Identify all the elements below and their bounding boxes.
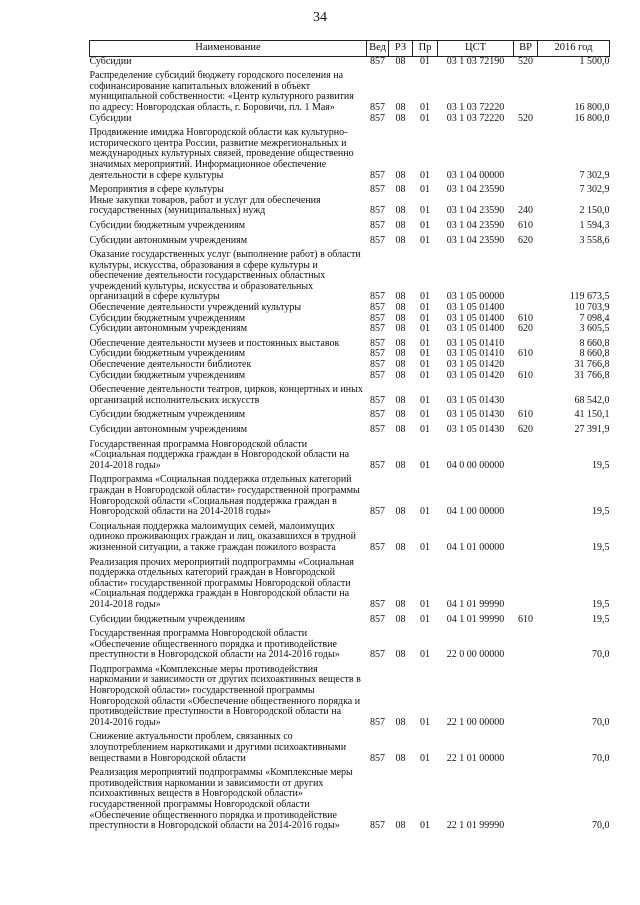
row-amount: 27 391,9 xyxy=(574,424,610,435)
row-vr: 620 xyxy=(518,424,533,435)
row-rz: 08 xyxy=(395,820,406,832)
row-vr: 610 xyxy=(518,348,533,360)
row-rz: 08 xyxy=(395,359,406,371)
row-vr xyxy=(514,181,538,196)
row-vr xyxy=(514,124,538,181)
table-row xyxy=(90,381,610,406)
row-ved: 857 xyxy=(370,302,385,314)
header-cst: ЦСТ xyxy=(438,41,514,57)
row-amount: 19,5 xyxy=(592,459,610,471)
table-row xyxy=(90,335,610,350)
row-cst: 03 1 05 01430 xyxy=(446,424,505,435)
table-row xyxy=(90,181,610,196)
table-row xyxy=(90,518,610,554)
row-ved: 857 xyxy=(370,205,385,217)
row-ved: 857 xyxy=(370,337,385,349)
row-name: Субсидии xyxy=(89,112,132,124)
row-pr: 01 xyxy=(420,649,430,661)
row-cst: 03 1 04 23590 xyxy=(446,205,505,217)
row-vr xyxy=(514,554,538,611)
row-rz: 08 xyxy=(395,312,406,324)
row-vr xyxy=(514,518,538,554)
row-ved: 857 xyxy=(370,649,385,661)
table-row xyxy=(90,406,610,421)
row-cst: 03 1 03 72220 xyxy=(446,112,505,124)
row-amount: 16 800,0 xyxy=(574,101,610,113)
row-ved: 857 xyxy=(370,409,385,421)
row-pr: 01 xyxy=(420,302,430,314)
row-name: Реализация прочих мероприятий подпрограммы «Социальная поддержка отдельных категорий граждан в Новгородской области» государственной программы Новгородской области «Социальная поддержка граждан в Новгородской области на 2014-2018 годы» xyxy=(89,556,354,610)
row-pr: 01 xyxy=(420,101,430,113)
table-row xyxy=(90,324,610,335)
row-cst: 04 1 01 99990 xyxy=(446,598,505,610)
row-name: Социальная поддержка малоимущих семей, малоимущих одиноко проживающих граждан и лиц, оказавшихся в трудной жизненной ситуации, а также граждан пожилого возраста xyxy=(89,520,356,553)
row-cst: 22 1 01 00000 xyxy=(446,752,505,764)
row-cst: 03 1 05 01400 xyxy=(446,302,505,314)
row-cst: 04 1 00 00000 xyxy=(446,506,505,518)
row-amount: 3 605,5 xyxy=(579,323,610,335)
row-name: Субсидии автономным учреждениям xyxy=(89,424,248,435)
table-row xyxy=(90,56,610,67)
row-pr: 01 xyxy=(420,55,430,67)
row-ved: 857 xyxy=(370,369,385,381)
row-rz: 08 xyxy=(395,101,406,113)
row-cst: 03 1 05 00000 xyxy=(446,291,505,303)
row-rz: 08 xyxy=(395,234,406,246)
row-pr: 01 xyxy=(420,184,430,196)
row-pr: 01 xyxy=(420,506,430,518)
row-rz: 08 xyxy=(395,613,406,625)
row-name: Государственная программа Новгородской области «Обеспечение общественного порядка и противодействие преступности в Новгородской области на 2014-2016 годы» xyxy=(89,628,340,661)
row-cst: 03 1 03 72190 xyxy=(446,55,505,67)
row-pr: 01 xyxy=(420,394,430,406)
row-name: Продвижение имиджа Новгородской области как культурно-исторического центра России, развитие межрегиональных и международных культурных связей, проведение общественно значимых мероприятий. Информационное обеспечение деятельности в сфере культуры xyxy=(89,127,354,181)
table-row xyxy=(90,124,610,181)
row-amount: 19,5 xyxy=(592,613,610,625)
row-vr xyxy=(514,661,538,729)
row-pr: 01 xyxy=(420,369,430,381)
row-cst: 03 1 04 23590 xyxy=(446,219,505,231)
table-row xyxy=(90,471,610,517)
row-rz: 08 xyxy=(395,169,406,181)
row-cst: 04 0 00 00000 xyxy=(446,459,505,471)
row-ved: 857 xyxy=(370,291,385,303)
row-name: Субсидии бюджетным учреждениям xyxy=(89,312,246,324)
table-row xyxy=(90,232,610,247)
row-amount: 31 766,8 xyxy=(574,369,610,381)
row-vr xyxy=(514,728,538,764)
row-vr xyxy=(514,246,538,303)
table-row xyxy=(90,421,610,436)
row-name: Иные закупки товаров, работ и услуг для обеспечения государственных (муниципальных) нужд xyxy=(89,194,321,217)
row-pr: 01 xyxy=(420,409,430,421)
row-vr xyxy=(514,471,538,517)
row-vr: 610 xyxy=(518,369,533,381)
row-vr: 620 xyxy=(518,234,533,246)
row-pr: 01 xyxy=(420,716,430,728)
row-name: Распределение субсидий бюджету городского поселения на софинансирование капитальных вложений в объект муниципальной собственности: «Центр культурного развития по адресу: Новгородская область, г. Боровичи, пл. 1 Мая» xyxy=(89,70,354,113)
row-amount: 16 800,0 xyxy=(574,112,610,124)
table-body xyxy=(90,56,610,832)
row-rz: 08 xyxy=(395,184,406,196)
row-amount: 7 302,9 xyxy=(579,184,610,196)
row-rz: 08 xyxy=(395,112,406,124)
row-cst: 03 1 05 01410 xyxy=(446,348,505,360)
table-row xyxy=(90,67,610,113)
row-amount: 70,0 xyxy=(592,820,610,832)
row-cst: 22 0 00 00000 xyxy=(446,649,505,661)
row-amount: 8 660,8 xyxy=(579,348,610,360)
table-row xyxy=(90,554,610,611)
row-rz: 08 xyxy=(395,598,406,610)
row-rz: 08 xyxy=(395,459,406,471)
row-amount: 70,0 xyxy=(592,649,610,661)
row-name: Обеспечение деятельности музеев и постоянных выставок xyxy=(89,337,340,349)
row-vr: 610 xyxy=(518,312,533,324)
row-cst: 04 1 01 00000 xyxy=(446,541,505,553)
row-rz: 08 xyxy=(395,409,406,421)
row-rz: 08 xyxy=(395,506,406,518)
header-year: 2016 год xyxy=(538,41,610,57)
table-row xyxy=(90,728,610,764)
row-amount: 41 150,1 xyxy=(574,409,610,421)
row-ved: 857 xyxy=(370,112,385,124)
row-amount: 8 660,8 xyxy=(579,337,610,349)
row-amount: 1 500,0 xyxy=(579,55,610,67)
table-row xyxy=(90,611,610,626)
row-cst: 03 1 04 23590 xyxy=(446,184,505,196)
row-name: Оказание государственных услуг (выполнение работ) в области культуры, искусства, образования в сфере культуры и обеспечение деятельности государственных областных учреждений культуры, искусства и образовательных организаций в сфере культуры xyxy=(89,249,361,303)
table-row xyxy=(90,246,610,303)
row-pr: 01 xyxy=(420,752,430,764)
row-vr: 240 xyxy=(518,205,533,217)
row-amount: 70,0 xyxy=(592,752,610,764)
row-vr xyxy=(514,381,538,406)
row-rz: 08 xyxy=(395,716,406,728)
row-vr: 610 xyxy=(518,219,533,231)
row-name: Субсидии автономным учреждениям xyxy=(89,323,248,335)
row-name: Подпрограмма «Комплексные меры противодействия наркомании и зависимости от других психоактивных веществ в Новгородской области» государственной программы Новгородской области «Обеспечение общественного порядка и противодействие преступности в Новгородской области на 2014-2016 годы» xyxy=(89,663,361,728)
row-amount: 19,5 xyxy=(592,541,610,553)
row-pr: 01 xyxy=(420,598,430,610)
row-cst: 03 1 05 01420 xyxy=(446,359,505,371)
row-pr: 01 xyxy=(420,424,430,435)
row-pr: 01 xyxy=(420,820,430,832)
row-vr xyxy=(514,67,538,113)
row-amount: 19,5 xyxy=(592,506,610,518)
header-pr: Пр xyxy=(413,41,438,57)
row-name: Мероприятия в сфере культуры xyxy=(89,184,224,196)
table-row xyxy=(90,764,610,832)
row-name: Обеспечение деятельности театров, цирков, концертных и иных организаций исполнительских искусств xyxy=(89,384,363,406)
budget-table xyxy=(89,40,610,832)
row-ved: 857 xyxy=(370,169,385,181)
row-rz: 08 xyxy=(395,219,406,231)
row-vr xyxy=(514,625,538,661)
row-pr: 01 xyxy=(420,459,430,471)
row-cst: 03 1 04 00000 xyxy=(446,169,505,181)
row-ved: 857 xyxy=(370,219,385,231)
row-pr: 01 xyxy=(420,219,430,231)
row-ved: 857 xyxy=(370,459,385,471)
row-vr xyxy=(514,764,538,832)
row-name: Субсидии автономным учреждениям xyxy=(89,234,248,246)
row-ved: 857 xyxy=(370,359,385,371)
row-rz: 08 xyxy=(395,369,406,381)
row-ved: 857 xyxy=(370,716,385,728)
row-ved: 857 xyxy=(370,55,385,67)
row-rz: 08 xyxy=(395,55,406,67)
row-rz: 08 xyxy=(395,302,406,314)
row-cst: 03 1 05 01430 xyxy=(446,409,505,421)
row-ved: 857 xyxy=(370,424,385,435)
row-vr xyxy=(514,436,538,472)
row-pr: 01 xyxy=(420,312,430,324)
row-cst: 03 1 05 01410 xyxy=(446,337,505,349)
row-amount: 10 703,9 xyxy=(574,302,610,314)
row-vr: 620 xyxy=(518,323,533,335)
row-ved: 857 xyxy=(370,613,385,625)
table-row xyxy=(90,436,610,472)
row-name: Субсидии бюджетным учреждениям xyxy=(89,369,246,381)
row-name: Подпрограмма «Социальная поддержка отдельных категорий граждан в Новгородской области» государственной программы Новгородской области «Социальная поддержка граждан в Новгородской области на 2014-2018 годы» xyxy=(89,474,360,518)
row-amount: 31 766,8 xyxy=(574,359,610,371)
row-rz: 08 xyxy=(395,323,406,335)
table-row xyxy=(90,217,610,232)
row-ved: 857 xyxy=(370,598,385,610)
row-ved: 857 xyxy=(370,184,385,196)
row-pr: 01 xyxy=(420,359,430,371)
row-ved: 857 xyxy=(370,323,385,335)
row-rz: 08 xyxy=(395,337,406,349)
row-rz: 08 xyxy=(395,649,406,661)
row-pr: 01 xyxy=(420,348,430,360)
table-row xyxy=(90,196,610,217)
row-rz: 08 xyxy=(395,541,406,553)
row-ved: 857 xyxy=(370,101,385,113)
row-rz: 08 xyxy=(395,394,406,406)
row-ved: 857 xyxy=(370,234,385,246)
row-ved: 857 xyxy=(370,394,385,406)
row-vr: 610 xyxy=(518,613,533,625)
row-amount: 70,0 xyxy=(592,716,610,728)
row-amount: 1 594,3 xyxy=(579,219,610,231)
row-pr: 01 xyxy=(420,541,430,553)
header-vr: ВР xyxy=(514,41,538,57)
row-amount: 19,5 xyxy=(592,598,610,610)
row-name: Субсидии xyxy=(89,55,132,67)
row-rz: 08 xyxy=(395,424,406,435)
row-name: Снижение актуальности проблем, связанных со злоупотреблением наркотиками и другими психоактивными веществами в Новгородской области xyxy=(89,731,347,764)
row-ved: 857 xyxy=(370,312,385,324)
row-amount: 2 150,0 xyxy=(579,205,610,217)
row-name: Субсидии бюджетным учреждениям xyxy=(89,613,246,625)
row-cst: 03 1 05 01400 xyxy=(446,323,505,335)
row-ved: 857 xyxy=(370,348,385,360)
table-row xyxy=(90,371,610,382)
row-cst: 03 1 05 01420 xyxy=(446,369,505,381)
page-number: 34 xyxy=(313,10,327,25)
table-row xyxy=(90,661,610,729)
row-cst: 03 1 05 01430 xyxy=(446,394,505,406)
row-pr: 01 xyxy=(420,323,430,335)
row-cst: 03 1 05 01400 xyxy=(446,312,505,324)
row-vr xyxy=(514,335,538,350)
row-ved: 857 xyxy=(370,506,385,518)
row-ved: 857 xyxy=(370,752,385,764)
row-vr: 610 xyxy=(518,409,533,421)
row-pr: 01 xyxy=(420,169,430,181)
row-name: Субсидии бюджетным учреждениям xyxy=(89,409,246,421)
row-cst: 03 1 04 23590 xyxy=(446,234,505,246)
row-name: Обеспечение деятельности учреждений культуры xyxy=(89,302,302,314)
row-vr: 520 xyxy=(518,55,533,67)
table-header-row xyxy=(90,41,610,57)
row-name: Субсидии бюджетным учреждениям xyxy=(89,219,246,231)
row-amount: 119 673,5 xyxy=(569,291,610,303)
row-name: Субсидии бюджетным учреждениям xyxy=(89,348,246,360)
row-ved: 857 xyxy=(370,541,385,553)
row-rz: 08 xyxy=(395,752,406,764)
table-row xyxy=(90,114,610,125)
row-name: Государственная программа Новгородской области «Социальная поддержка граждан в Новгородской области на 2014-2018 годы» xyxy=(89,438,350,471)
row-amount: 7 302,9 xyxy=(579,169,610,181)
row-cst: 04 1 01 99990 xyxy=(446,613,505,625)
row-pr: 01 xyxy=(420,112,430,124)
row-rz: 08 xyxy=(395,348,406,360)
row-rz: 08 xyxy=(395,291,406,303)
row-cst: 03 1 03 72220 xyxy=(446,101,505,113)
row-vr: 520 xyxy=(518,112,533,124)
row-amount: 68 542,0 xyxy=(574,394,610,406)
row-amount: 3 558,6 xyxy=(579,234,610,246)
header-name: Наименование xyxy=(90,41,367,57)
row-cst: 22 1 01 99990 xyxy=(446,820,505,832)
table-row xyxy=(90,625,610,661)
row-pr: 01 xyxy=(420,613,430,625)
row-pr: 01 xyxy=(420,291,430,303)
row-cst: 22 1 00 00000 xyxy=(446,716,505,728)
header-ved: Вед xyxy=(367,41,389,57)
row-pr: 01 xyxy=(420,234,430,246)
row-name: Реализация мероприятий подпрограммы «Комплексные меры противодействия наркомании и зависимости от других психоактивных веществ в Новгородской области» государственной программы Новгородской области «Обеспечение общественного порядка и противодействие преступности в Новгородской области на 2014-2016 годы» xyxy=(89,767,353,832)
row-ved: 857 xyxy=(370,820,385,832)
header-rz: РЗ xyxy=(389,41,413,57)
row-pr: 01 xyxy=(420,205,430,217)
row-name: Обеспечение деятельности библиотек xyxy=(89,359,252,371)
row-pr: 01 xyxy=(420,337,430,349)
row-rz: 08 xyxy=(395,205,406,217)
row-amount: 7 098,4 xyxy=(579,312,610,324)
